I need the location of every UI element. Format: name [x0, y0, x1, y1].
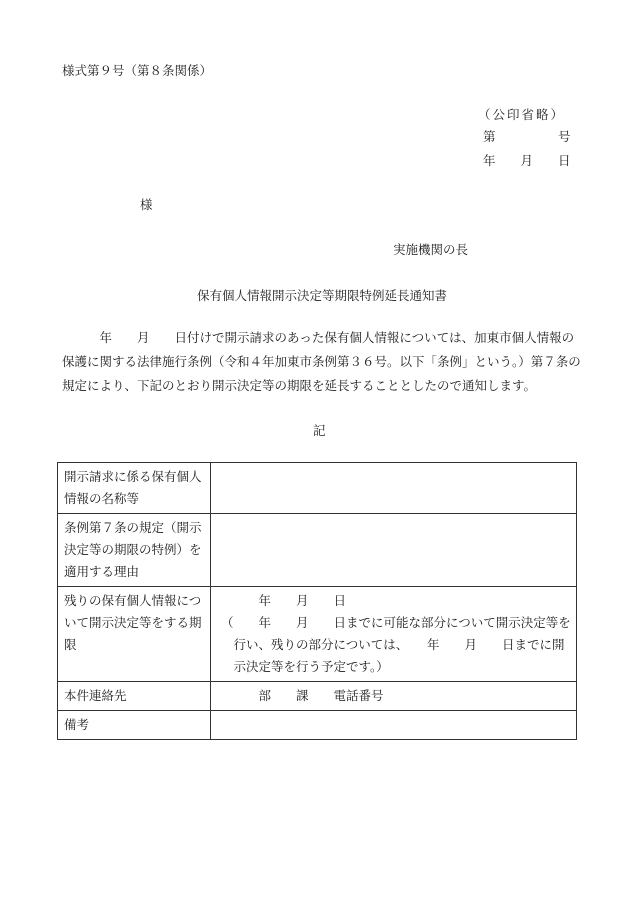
body-line-3: 規定により、下記のとおり開示決定等の期限を延長することとしたので通知します。: [62, 378, 537, 393]
form-number: 様式第９号（第８条関係）: [62, 63, 213, 78]
row-label-reason: 条例第７条の規定（開示 決定等の期限の特例）を 適用する理由: [58, 514, 211, 587]
info-table: [57, 462, 577, 740]
sender: 実施機関の長: [393, 242, 469, 257]
body-line-2: 保護に関する法律施行条例（令和４年加東市条例第３６号。以下「条例」という。）第７条の: [62, 354, 581, 369]
row-value-contact: 部 課 電話番号: [211, 682, 577, 711]
row-label-request-info: 開示請求に係る保有個人 情報の名称等: [58, 463, 211, 514]
table-row: [58, 587, 577, 682]
table-row: [58, 463, 577, 514]
document-title: 保有個人情報開示決定等期限特例延長通知書: [197, 288, 448, 303]
table-row: [58, 682, 577, 711]
body-line-1: 年 月 日付けで開示請求のあった保有個人情報については、加東市個人情報の: [62, 330, 575, 345]
row-label-deadline: 残りの保有個人情報につ いて開示決定等をする期 限: [58, 587, 211, 682]
ki-heading: 記: [313, 423, 326, 438]
document-number: 第 号: [483, 129, 571, 144]
table-row: [58, 514, 577, 587]
row-label-remarks: 備考: [58, 711, 211, 740]
issue-date: 年 月 日: [483, 153, 571, 168]
row-value-reason: [211, 514, 577, 587]
table-row: [58, 711, 577, 740]
seal-omitted-note: （公印省略）: [478, 107, 566, 122]
addressee-suffix: 様: [140, 197, 153, 212]
row-value-deadline: 年 月 日 （ 年 月 日までに可能な部分について開示決定等を 行い、残りの部分については、 年 月 日までに開 示決定等を行う予定です。）: [211, 587, 577, 682]
row-value-request-info: [211, 463, 577, 514]
row-value-remarks: [211, 711, 577, 740]
row-label-contact: 本件連絡先: [58, 682, 211, 711]
